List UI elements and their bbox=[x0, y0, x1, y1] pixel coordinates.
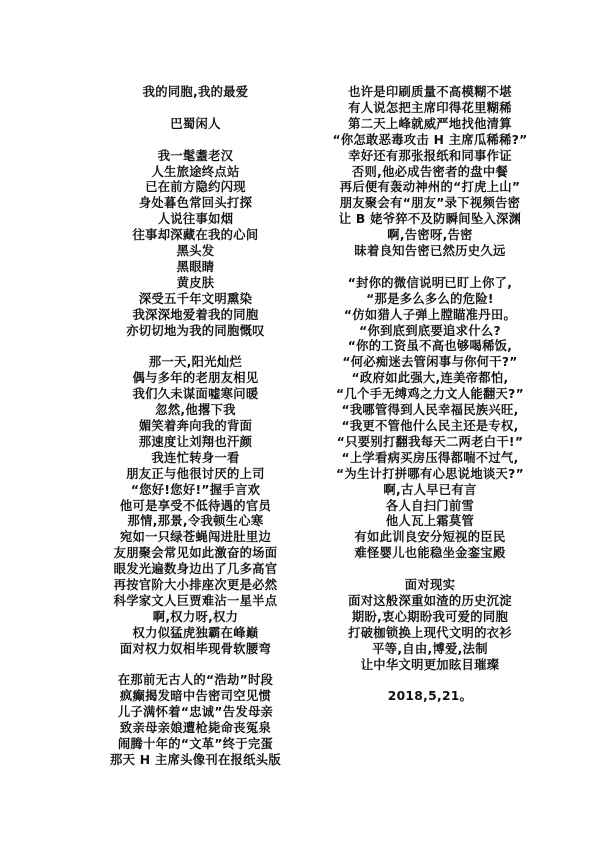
poem-line: 人生旅途终点站 bbox=[151, 164, 240, 179]
poem-line: 亦切切地为我的同胞慨叹 bbox=[126, 323, 265, 338]
poem-line: 有如此训良安分短视的臣民 bbox=[354, 530, 506, 545]
poem-line: “你到底到底要追求什么? bbox=[359, 323, 501, 338]
poem-line: 黑头发 bbox=[176, 244, 215, 259]
poem-line: 往事却深藏在我的心间 bbox=[132, 228, 259, 243]
poem-line: 也许是印刷质量不高模糊不堪 bbox=[348, 85, 512, 99]
poem-line: 媚笑着奔向我的背面 bbox=[138, 418, 253, 433]
poem-line: 闹腾十年的“文革”终于完蛋 bbox=[117, 737, 274, 752]
poem-line: 那情,那景,令我顿生心寒 bbox=[127, 514, 264, 529]
poem-stanza bbox=[78, 149, 313, 340]
poem-line: 我们久未谋面嘘寒问暖 bbox=[132, 387, 259, 402]
poem-line: 深受五千年文明熏染 bbox=[138, 291, 253, 306]
poem-stanza bbox=[78, 673, 313, 768]
poem-line: 身处暮色常回头打探 bbox=[138, 196, 253, 211]
spacer bbox=[78, 133, 313, 149]
poem-line: “封你的微信说明已盯上你了, bbox=[347, 275, 513, 290]
poem-line: 朋友聚会有“朋友”录下视频告密 bbox=[339, 196, 521, 211]
poem-line: 科学家文人巨贾难沾一星半点 bbox=[113, 593, 278, 608]
poem-stanza bbox=[296, 85, 564, 260]
poem-line: 面对这般深重如渣的历史沉淀 bbox=[348, 593, 512, 608]
poem-line: 他人瓦上霜莫管 bbox=[385, 514, 475, 529]
poem-line: “仿如猎人子弹上膛瞄准丹田。 bbox=[343, 307, 517, 322]
poem-line: 那天 H 主席头像刊在报纸头版 bbox=[110, 753, 281, 767]
poem-line: “那是多么多么的危险! bbox=[366, 291, 494, 306]
poem-line: 打破枷锁换上现代文明的衣衫 bbox=[348, 625, 512, 640]
poem-stanza bbox=[296, 578, 564, 673]
poem-line: “您好!您好!”握手言欢 bbox=[130, 482, 261, 497]
poem-line: “上学看病买房压得都喘不过气, bbox=[341, 450, 519, 465]
poem-line: 否则,他必成告密者的盘中餐 bbox=[351, 164, 509, 179]
poem-line: “你的工资虽不高也够喝稀饭, bbox=[347, 339, 513, 354]
poem-line: 黄皮肤 bbox=[176, 275, 215, 290]
poem-line: 平等,自由,博爱,法制 bbox=[372, 641, 488, 656]
poem-line: 在那前无古人的“浩劫”时段 bbox=[117, 673, 274, 688]
right-column bbox=[296, 85, 564, 705]
poem-line: 让中华文明更加眩目璀璨 bbox=[360, 657, 500, 672]
poem-line: 眼发光遍数身边出了几多高官 bbox=[113, 562, 278, 577]
poem-line: 儿子满怀着“忠诚”告发母亲 bbox=[117, 705, 274, 720]
poem-line: 人说往事如烟 bbox=[157, 212, 234, 227]
poem-line: 他可是享受不低待遇的官员 bbox=[119, 498, 272, 513]
poem-line: 让 B 姥爷猝不及防瞬间坠入深渊 bbox=[338, 212, 522, 227]
poem-line: 偶与多年的老朋友相见 bbox=[132, 371, 259, 386]
left-column-stanzas bbox=[78, 149, 313, 769]
poem-line: 那速度让刘翔也汗颜 bbox=[138, 434, 253, 449]
poem-line: “我更不管他什么民主还是专权, bbox=[341, 419, 519, 434]
poem-line: “政府如此强大,连美帝都怕, bbox=[351, 371, 509, 386]
poem-line: 难怪婴儿也能稳坐金銮宝殿 bbox=[354, 546, 506, 561]
poem-line: 致亲母亲娘遭枪毙命丧冤泉 bbox=[119, 721, 272, 736]
poem-line: 那一天,阳光灿烂 bbox=[148, 355, 243, 370]
poem-line: 权力似猛虎独霸在峰巅 bbox=[132, 625, 259, 640]
poem-stanza bbox=[78, 355, 313, 657]
poem-line: 第二天上峰就威严地找他清算 bbox=[348, 116, 512, 131]
poem-line: 已在前方隐约闪现 bbox=[145, 180, 246, 195]
poem-line: “我哪管得到人民幸福民族兴旺, bbox=[341, 403, 519, 418]
poem-line: “只要别打翻我每天二两老白干!” bbox=[336, 434, 524, 449]
poem-line: 啊,古人早已有言 bbox=[383, 482, 477, 497]
poem-line: 我一髦耋老汉 bbox=[157, 148, 234, 163]
poem-line: 宛如一只绿苍蝇闯进肚里边 bbox=[119, 530, 272, 545]
poem-line: 昧着良知告密已然历史久远 bbox=[354, 244, 506, 259]
poem-title: 我的同胞,我的最爱 bbox=[142, 85, 249, 99]
poem-line: 啊,告密呀,告密 bbox=[387, 228, 473, 243]
spacer bbox=[78, 101, 313, 117]
poem-line: 友朋聚会常见如此激奋的场面 bbox=[113, 546, 278, 561]
poem-date: 2018,5,21。 bbox=[387, 689, 473, 704]
poem-line: “为生计打拼哪有心思说地谈天?” bbox=[336, 466, 524, 481]
poem-line: “你怎敢恶毒攻击 H 主席瓜稀稀?” bbox=[332, 132, 528, 147]
poem-stanza bbox=[296, 276, 564, 562]
poem-line: 期盼,衷心期盼我可爱的同胞 bbox=[351, 609, 509, 624]
poem-line: “何必痴迷去管闲事与你何干?” bbox=[342, 355, 518, 370]
poem-line: 我深深地爱着我的同胞 bbox=[132, 307, 259, 322]
poem-line: “几个手无缚鸡之力文人能翻天?” bbox=[336, 387, 524, 402]
poem-line: 幸好还有那张报纸和同事作证 bbox=[348, 148, 512, 163]
poem-line: 黑眼睛 bbox=[176, 259, 215, 274]
poem-line: 面对现实 bbox=[404, 578, 456, 593]
poem-line: 朋友正与他很讨厌的上司 bbox=[126, 466, 265, 481]
poem-line: 啊,权力呀,权力 bbox=[152, 609, 239, 624]
right-column-stanzas bbox=[296, 85, 564, 674]
poem-line: 再后便有轰动神州的“打虎上山” bbox=[339, 180, 521, 195]
poem-line: 疯癫揭发暗中告密司空见惯 bbox=[119, 689, 272, 704]
left-column bbox=[78, 85, 313, 769]
poem-author: 巴蜀闲人 bbox=[170, 116, 221, 131]
poem-line: 有人说怎把主席印得花里糊稀 bbox=[348, 100, 512, 115]
poem-line: 各人自扫门前雪 bbox=[385, 498, 475, 513]
poem-line: 忽然,他撂下我 bbox=[155, 403, 236, 418]
poem-line: 面对权力奴相毕现骨软腰弯 bbox=[119, 641, 272, 656]
poem-line: 我连忙转身一看 bbox=[151, 450, 240, 465]
poem-line: 再按官阶大小排座次更是必然 bbox=[113, 578, 278, 593]
